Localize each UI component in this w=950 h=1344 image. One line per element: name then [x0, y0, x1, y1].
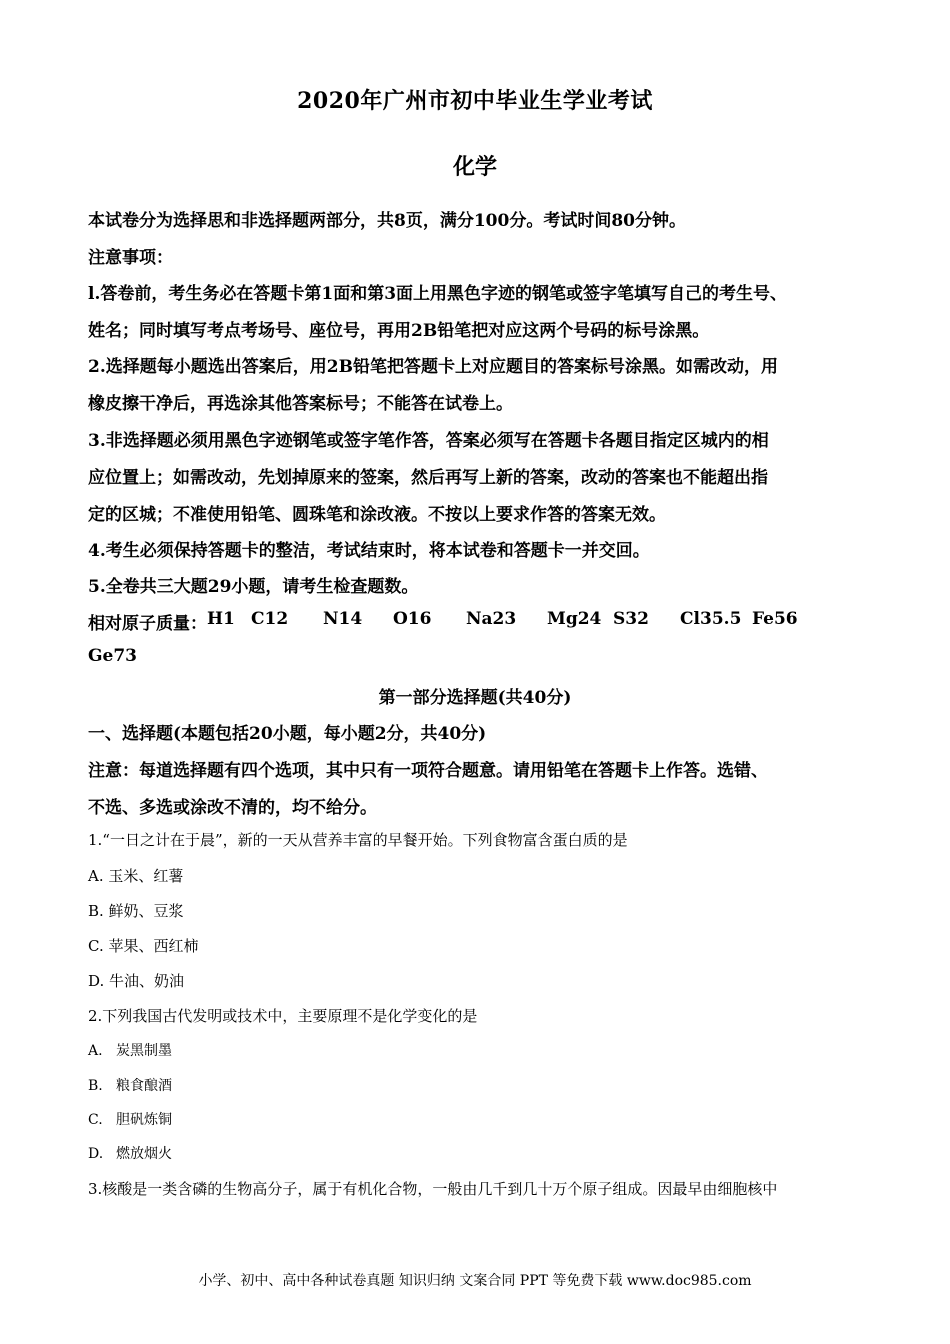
option-text: 胆矾炼铜 — [116, 1112, 172, 1128]
notice-line: 3.非选择题必须用黑色字迹钢笔或签字笔作答，答案必须写在答题卡各题目指定区城内的相 — [88, 431, 769, 451]
notice-line: 应位置上；如需改动，先划掉原来的签案，然后再写上新的答案，改动的答案也不能超出指 — [88, 468, 768, 488]
question-2-option-d — [88, 1143, 172, 1163]
question-3-stem: 3.核酸是一类含磷的生物高分子，属于有机化合物，一般由几千到几十万个原子组成。因最早由细胞核中 — [88, 1180, 778, 1198]
atomic-mass-item: Mg24 — [547, 609, 602, 629]
atomic-mass-item: Cl35.5 — [680, 609, 742, 629]
question-1-option-d: D. 牛油、奶油 — [88, 972, 185, 990]
option-letter: D. — [88, 1146, 104, 1162]
notice-heading: 注意事项： — [88, 248, 173, 268]
atomic-mass-item: O16 — [393, 609, 432, 629]
subject-title: 化学 — [452, 154, 497, 180]
atomic-mass-row — [88, 609, 798, 634]
notice-line: 5.全卷共三大题29小题，请考生检查题数。 — [88, 577, 419, 597]
atomic-mass-item: C12 — [251, 609, 289, 629]
atomic-mass-item: Fe56 — [752, 609, 798, 629]
question-1-option-c: C. 苹果、西红柿 — [88, 937, 199, 955]
notice-line: 4.考生必须保持答题卡的整洁，考试结束时，将本试卷和答题卡一并交回。 — [88, 541, 650, 561]
option-text: 炭黑制墨 — [116, 1043, 172, 1059]
question-1-stem: 1.“一日之计在于晨”，新的一天从营养丰富的早餐开始。下列食物富含蛋白质的是 — [88, 831, 628, 849]
question-2-option-b — [88, 1075, 172, 1095]
section1-note: 注意：每道选择题有四个选项，其中只有一项符合题意。请用铅笔在答题卡上作答。选错、 — [88, 761, 768, 781]
option-text: 燃放烟火 — [116, 1146, 172, 1162]
exam-title: 2020年广州市初中毕业生学业考试 — [297, 88, 653, 114]
notice-line: 姓名；同时填写考点考场号、座位号，再用2B铅笔把对应这两个号码的标号涂黑。 — [88, 321, 710, 341]
notice-line: 橡皮擦干净后，再选涂其他答案标号；不能答在试卷上。 — [88, 394, 513, 414]
section1-note: 不选、多选或涂改不清的，均不给分。 — [88, 798, 377, 818]
question-1-option-a: A. 玉米、红薯 — [88, 867, 184, 885]
option-text: 粮食酿酒 — [116, 1078, 172, 1094]
notice-line: l.答卷前，考生务必在答题卡第1面和第3面上用黑色字迹的钢笔或签字笔填写自己的考生号、 — [88, 284, 788, 304]
option-letter: C. — [88, 1112, 103, 1128]
page-footer: 小学、初中、高中各种试卷真题 知识归纳 文案合同 PPT 等免费下载 www.doc985.com — [198, 1273, 752, 1289]
question-2-option-c — [88, 1109, 172, 1129]
atomic-mass-overflow: Ge73 — [88, 646, 137, 666]
atomic-mass-item: H1 — [207, 609, 235, 629]
part1-heading: 第一部分选择题(共40分) — [378, 688, 572, 708]
atomic-mass-label: 相对原子质量： — [88, 614, 207, 634]
question-2-stem: 2.下列我国古代发明或技术中，主要原理不是化学变化的是 — [88, 1007, 478, 1025]
option-letter: A. — [88, 1043, 103, 1059]
atomic-mass-item: N14 — [323, 609, 363, 629]
question-2-option-a — [88, 1040, 172, 1060]
atomic-mass-item: S32 — [613, 609, 649, 629]
option-letter: B. — [88, 1078, 103, 1094]
question-1-option-b: B. 鲜奶、豆浆 — [88, 902, 184, 920]
atomic-mass-item: Na23 — [466, 609, 517, 629]
exam-intro: 本试卷分为选择思和非选择题两部分，共8页，满分100分。考试时间80分钟。 — [88, 211, 686, 231]
section1-heading: 一、选择题(本题包括20小题，每小题2分，共40分) — [88, 724, 487, 744]
notice-line: 2.选择题每小题选出答案后，用2B铅笔把答题卡上对应题目的答案标号涂黑。如需改动，用 — [88, 357, 778, 377]
notice-line: 定的区城；不准使用铅笔、圆珠笔和涂改液。不按以上要求作答的答案无效。 — [88, 505, 666, 525]
